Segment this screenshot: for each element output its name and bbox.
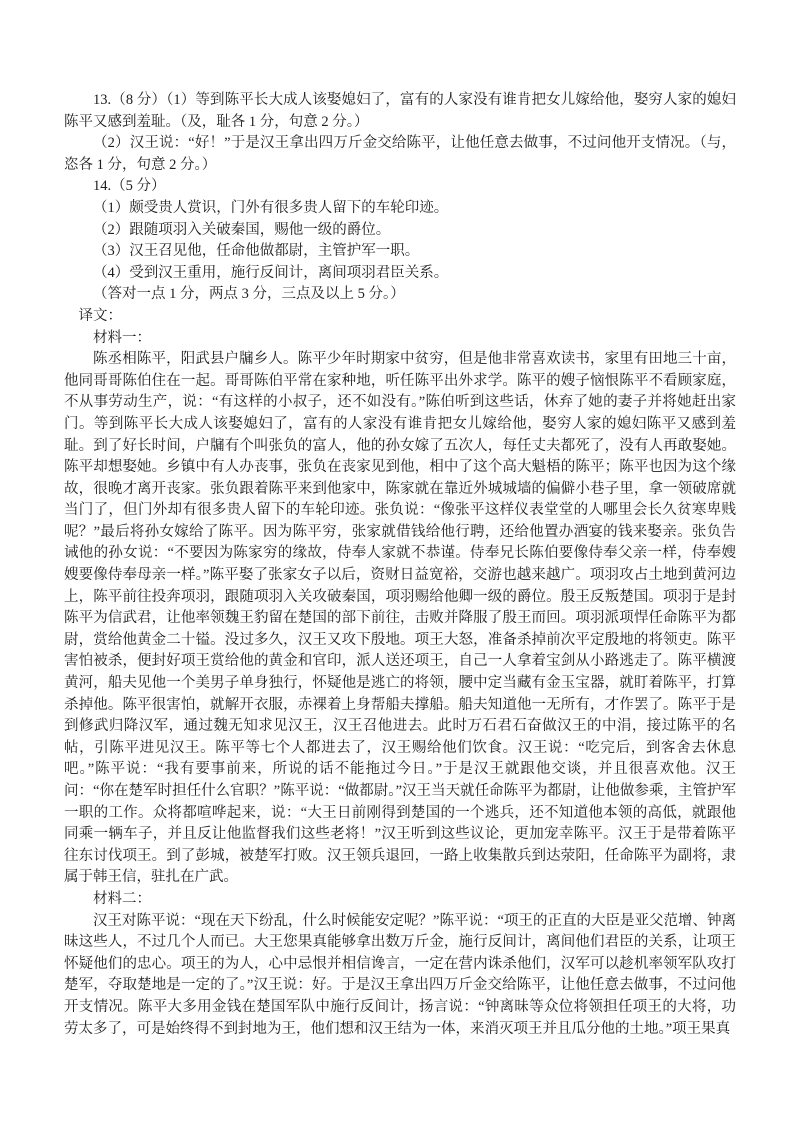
paragraph: 14.（5 分） <box>93 178 166 195</box>
paragraph: （3）汉王召见他，任命他做都尉，主管护军一职。 <box>93 243 420 260</box>
paragraph: 陈丞相陈平，阳武县户牖乡人。陈平少年时期家中贫穷，但是他非常喜欢读书，家里有田地三十亩，他同哥哥陈伯住在一起。哥哥陈伯平常在家种地，听任陈平出外求学。陈平的嫂子恼恨陈平不看顾家庭，不从事劳动生产，说：“有这样的小叔子，还不如没有。”陈伯听到这些话，休弃了她的妻子并将她赶出家门。等到陈平长大成人该娶媳妇了，富有的人家没有谁肯把女儿嫁给他，娶穷人家的媳妇陈平又感到羞耻。到了好长时间，户牖有个叫张负的富人，他的孙女嫁了五次人，每任丈夫都死了，没有人再敢娶她。陈平却想娶她。乡镇中有人办丧事，张负在丧家见到他，相中了这个高大魁梧的陈平；陈平也因为这个缘故，很晚才离开丧家。张负跟着陈平来到他家中，陈家就在靠近外城城墙的偏僻小巷子里，拿一领破席就当门了，但门外却有很多贵人留下的车轮印迹。张负说：“像张平这样仪表堂堂的人哪里会长久贫寒卑贱呢？”最后将孙女嫁给了陈平。因为陈平穷，张家就借钱给他行聘，还给他置办酒宴的钱来娶亲。张负告诫他的孙女说：“不要因为陈家穷的缘故，侍奉人家就不恭谨。侍奉兄长陈伯要像侍奉父亲一样，侍奉嫂嫂要像侍奉母亲一样。”陈平娶了张家女子以后，资财日益宽裕，交游也越来越广。项羽攻占土地到黄河边上，陈平前往投奔项羽，跟随项羽入关攻破秦国，项羽赐给他卿一级的爵位。殷王反叛楚国。项羽于是封陈平为信武君，让他率领魏王豹留在楚国的部下前往，击败并降服了殷王而回。项羽派项悍任命陈平为都尉，赏给他黄金二十镒。没过多久，汉王又攻下殷地。项王大怒，准备杀掉前次平定殷地的将领吏。陈平害怕被杀，便封好项王赏给他的黄金和官印，派人送还项王，自己一人拿着宝剑从小路逃走了。陈平横渡黄河，船夫见他一个美男子单身独行，怀疑他是逃亡的将领，腰中定当藏有金玉宝器，就盯着陈平，打算杀掉他。陈平很害怕，就解开衣服，赤裸着上身帮船夫撑船。船夫知道他一无所有，才作罢了。陈平于是到修武归降汉军，通过魏无知求见汉王，汉王召他进去。此时万石君石奋做汉王的中涓，接过陈平的名帖，引陈平进见汉王。陈平等七个人都进去了，汉王赐给他们饮食。汉王说：“吃完后，到客舍去休息吧。”陈平说：“我有要事前来，所说的话不能拖过今日。”于是汉王就跟他交谈，并且很喜欢他。汉王问：“你在楚军时担任什么官职？”陈平说：“做都尉。”汉王当天就任命陈平为都尉，让他做参乘，主管护军一职的工作。众将都喧哗起来，说：“大王日前刚得到楚国的一个逃兵，还不知道他本领的高低，就跟他同乘一辆车子，并且反让他监督我们这些老将！”汉王听到这些议论，更加宠幸陈平。汉王于是带着陈平往东讨伐项王。到了彭城，被楚军打败。汉王领兵退回，一路上收集散兵到达荥阳，任命陈平为副将，隶属于韩王信，驻扎在广武。 <box>64 351 736 886</box>
paragraph: 汉王对陈平说：“现在天下纷乱，什么时候能安定呢？”陈平说：“项王的正直的大臣是亚父范增、钟离昧这些人，不过几个人而已。大王您果真能够拿出数万斤金，施行反间计，离间他们君臣的关系，让项王怀疑他们的忠心。项王的为人，心中忌恨并相信谗言，一定在营内诛杀他们，汉军可以趁机率领军队攻打楚军，夺取楚地是一定的了。”汉王说：好。于是汉王拿出四万斤金交给陈平，让他任意去做事，不过问他开支情况。陈平大多用金钱在楚国军队中施行反间计，扬言说：“钟离昧等众位将领担任项王的大将，功劳太多了，可是始终得不到封地为王，他们想和汉王结为一体，来消灭项王并且瓜分他的土地。”项王果真 <box>64 912 736 1037</box>
paragraph: 材料一： <box>93 329 151 346</box>
paragraph: （1）颇受贵人赏识，门外有很多贵人留下的车轮印迹。 <box>93 199 449 216</box>
paragraph: 译文： <box>78 307 122 324</box>
paragraph: （2）跟随项羽入关破秦国，赐他一级的爵位。 <box>93 221 391 238</box>
document-body <box>64 90 736 1040</box>
paragraph: （4）受到汉王重用，施行反间计，离间项羽君臣关系。 <box>93 264 449 281</box>
paragraph: 13.（8 分）（1）等到陈平长大成人该娶媳妇了，富有的人家没有谁肯把女儿嫁给他，娶穷人家的媳妇陈平又感到羞耻。（及，耻各 1 分，句意 2 分。） <box>64 92 736 130</box>
paragraph: （2）汉王说：“好！”于是汉王拿出四万斤金交给陈平，让他任意去做事，不过问他开支情况。（与，恣各 1 分，句意 2 分。） <box>64 135 736 173</box>
paragraph: 材料二： <box>93 890 151 907</box>
paragraph: （答对一点 1 分，两点 3 分，三点及以上 5 分。） <box>93 286 405 303</box>
